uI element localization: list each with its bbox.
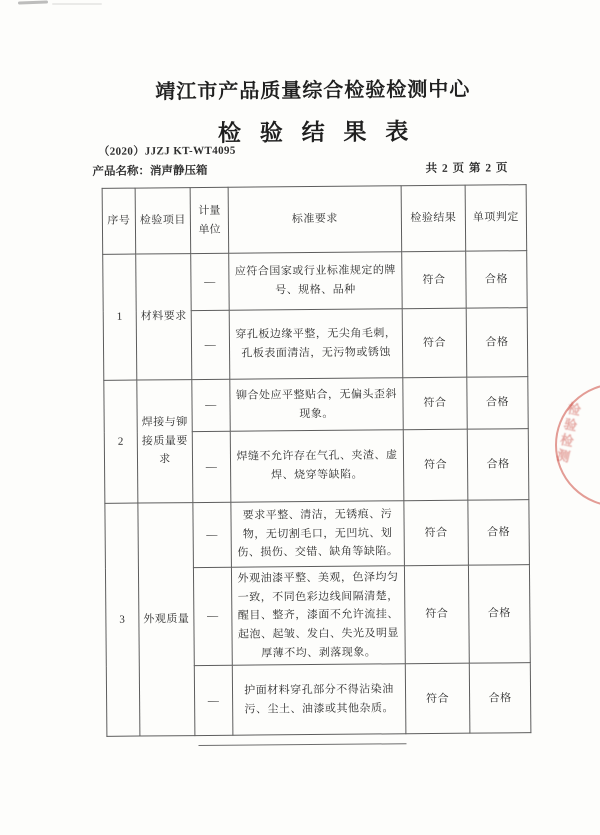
judgment-cell: 合格 xyxy=(468,500,530,566)
requirement-cell: 应符合国家或行业标准规定的牌号、规格、品种 xyxy=(229,252,402,311)
scan-artifact-mark xyxy=(52,3,102,5)
header-judgment: 单项判定 xyxy=(465,185,527,252)
result-cell: 符合 xyxy=(405,664,470,735)
group-item: 外观质量 xyxy=(138,503,195,737)
group-no: 1 xyxy=(103,254,137,380)
unit-cell: — xyxy=(191,253,229,310)
table-row xyxy=(105,500,530,569)
result-cell: 符合 xyxy=(403,429,468,501)
unit-cell: — xyxy=(192,379,230,431)
requirement-cell: 外观油漆平整、美观，色泽均匀一致，不同色彩边线间隔清楚，醒目、整齐，漆面不允许流挂、起泡、起皱、发白、失光及明显厚薄不均、剥落现象。 xyxy=(231,566,405,666)
product-info-row xyxy=(92,159,524,179)
unit-cell: — xyxy=(194,666,233,736)
table-row xyxy=(103,251,527,312)
table-row xyxy=(104,377,528,433)
unit-cell: — xyxy=(193,502,232,567)
group-no: 3 xyxy=(105,503,140,737)
report-number: （2020）JJZJ KT-WT4095 xyxy=(98,144,236,158)
group-item: 材料要求 xyxy=(136,254,192,380)
header-result: 检验结果 xyxy=(401,185,466,252)
table-header-row xyxy=(102,185,527,255)
result-cell: 符合 xyxy=(402,251,466,309)
group-item: 焊接与铆接质量要求 xyxy=(137,380,193,503)
header-no: 序号 xyxy=(102,188,136,254)
result-cell: 符合 xyxy=(404,565,469,664)
inspection-result-table xyxy=(102,184,532,737)
judgment-cell: 合格 xyxy=(466,251,527,309)
official-seal-text: 检验检测 xyxy=(553,400,583,467)
scan-artifact-mark xyxy=(18,0,48,4)
end-of-table-underline xyxy=(198,743,406,746)
document-content xyxy=(92,0,531,835)
judgment-cell: 合格 xyxy=(468,565,530,664)
unit-cell: — xyxy=(191,310,230,379)
judgment-cell: 合格 xyxy=(467,377,528,430)
requirement-cell: 焊缝不允许存在气孔、夹渣、虚焊、烧穿等缺陷。 xyxy=(230,430,404,503)
header-requirement: 标准要求 xyxy=(228,186,402,254)
requirement-cell: 要求平整、清洁，无锈痕、污物，无切割毛口，无凹坑、划伤、损伤、交错、缺角等缺陷。 xyxy=(231,501,405,568)
result-cell: 符合 xyxy=(403,377,467,430)
form-title: 检验结果表 xyxy=(217,119,428,146)
requirement-cell: 穿孔板边缘平整，无尖角毛刺，孔板表面清洁，无污物或锈蚀 xyxy=(229,309,403,380)
unit-cell: — xyxy=(193,567,232,666)
judgment-cell: 合格 xyxy=(469,663,531,734)
result-cell: 符合 xyxy=(404,500,469,566)
header-unit: 计量单位 xyxy=(190,187,229,253)
judgment-cell: 合格 xyxy=(467,429,529,501)
unit-cell: — xyxy=(192,431,231,502)
requirement-cell: 护面材料穿孔部分不得沾染油污、尘土、油漆或其他杂质。 xyxy=(232,664,406,736)
judgment-cell: 合格 xyxy=(466,308,528,378)
page-indicator: 共 2 页 第 2 页 xyxy=(425,162,509,176)
product-name: 产品名称：消声静压箱 xyxy=(92,164,208,178)
result-cell: 符合 xyxy=(402,308,467,378)
header-item: 检验项目 xyxy=(135,188,191,254)
requirement-cell: 铆合处应平整贴合，无偏头歪斜现象。 xyxy=(230,378,403,432)
group-no: 2 xyxy=(104,380,138,503)
center-name-title: 靖江市产品质量综合检验检测中心 xyxy=(155,78,471,104)
